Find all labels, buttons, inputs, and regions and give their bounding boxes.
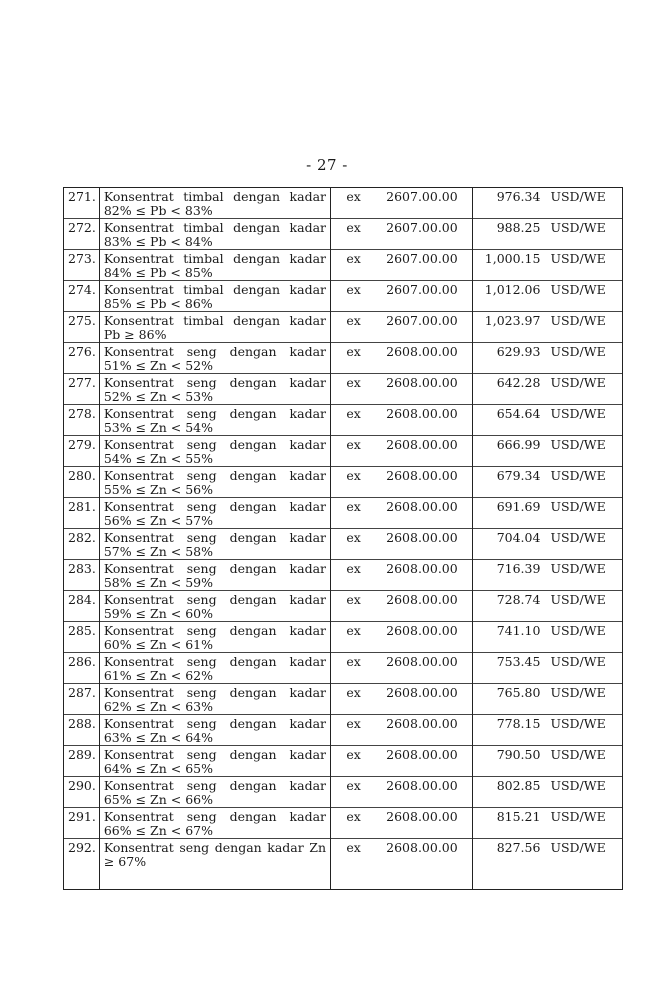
benchmark-price: 765.80 <box>472 684 542 715</box>
hs-code: 2608.00.00 <box>376 498 472 529</box>
price-unit: USD/WE <box>542 529 622 560</box>
row-number: 275. <box>64 312 100 343</box>
hs-code: 2608.00.00 <box>376 808 472 839</box>
table-row <box>64 777 623 808</box>
product-description: Konsentrat seng dengan kadar 52% ≤ Zn < 53% <box>99 374 330 405</box>
hs-code: 2608.00.00 <box>376 746 472 777</box>
hs-code: 2608.00.00 <box>376 560 472 591</box>
hs-code: 2608.00.00 <box>376 405 472 436</box>
product-description: Konsentrat timbal dengan kadar 84% ≤ Pb < 85% <box>99 250 330 281</box>
product-description: Konsentrat seng dengan kadar 62% ≤ Zn < 63% <box>99 684 330 715</box>
ex-marker: ex <box>331 746 377 777</box>
price-unit: USD/WE <box>542 839 622 890</box>
benchmark-price: 1,000.15 <box>472 250 542 281</box>
table-row <box>64 281 623 312</box>
product-description: Konsentrat seng dengan kadar 66% ≤ Zn < 67% <box>99 808 330 839</box>
row-number: 276. <box>64 343 100 374</box>
ex-marker: ex <box>331 188 377 219</box>
row-number: 290. <box>64 777 100 808</box>
product-description: Konsentrat seng dengan kadar Zn ≥ 67% <box>99 839 330 890</box>
row-number: 273. <box>64 250 100 281</box>
price-unit: USD/WE <box>542 467 622 498</box>
row-number: 271. <box>64 188 100 219</box>
row-number: 283. <box>64 560 100 591</box>
benchmark-price: 753.45 <box>472 653 542 684</box>
benchmark-price: 642.28 <box>472 374 542 405</box>
table-row <box>64 374 623 405</box>
hs-code: 2608.00.00 <box>376 653 472 684</box>
table-row <box>64 560 623 591</box>
ex-marker: ex <box>331 715 377 746</box>
benchmark-price: 815.21 <box>472 808 542 839</box>
ex-marker: ex <box>331 591 377 622</box>
price-unit: USD/WE <box>542 560 622 591</box>
table-row <box>64 653 623 684</box>
benchmark-price: 728.74 <box>472 591 542 622</box>
price-unit: USD/WE <box>542 498 622 529</box>
row-number: 280. <box>64 467 100 498</box>
product-description: Konsentrat seng dengan kadar 56% ≤ Zn < 57% <box>99 498 330 529</box>
hs-code: 2607.00.00 <box>376 312 472 343</box>
ex-marker: ex <box>331 219 377 250</box>
ex-marker: ex <box>331 808 377 839</box>
row-number: 287. <box>64 684 100 715</box>
benchmark-price: 790.50 <box>472 746 542 777</box>
ex-marker: ex <box>331 684 377 715</box>
row-number: 272. <box>64 219 100 250</box>
table-row <box>64 622 623 653</box>
benchmark-price: 802.85 <box>472 777 542 808</box>
benchmark-price: 778.15 <box>472 715 542 746</box>
hs-code: 2608.00.00 <box>376 591 472 622</box>
product-description: Konsentrat seng dengan kadar 60% ≤ Zn < 61% <box>99 622 330 653</box>
product-description: Konsentrat timbal dengan kadar 82% ≤ Pb < 83% <box>99 188 330 219</box>
ex-marker: ex <box>331 653 377 684</box>
table-row <box>64 529 623 560</box>
price-unit: USD/WE <box>542 808 622 839</box>
product-description: Konsentrat timbal dengan kadar 83% ≤ Pb < 84% <box>99 219 330 250</box>
product-description: Konsentrat seng dengan kadar 51% ≤ Zn < 52% <box>99 343 330 374</box>
ex-marker: ex <box>331 405 377 436</box>
product-description: Konsentrat seng dengan kadar 54% ≤ Zn < 55% <box>99 436 330 467</box>
row-number: 278. <box>64 405 100 436</box>
hs-code: 2607.00.00 <box>376 219 472 250</box>
benchmark-price: 654.64 <box>472 405 542 436</box>
price-unit: USD/WE <box>542 622 622 653</box>
price-unit: USD/WE <box>542 591 622 622</box>
row-number: 285. <box>64 622 100 653</box>
benchmark-price: 1,023.97 <box>472 312 542 343</box>
benchmark-price: 827.56 <box>472 839 542 890</box>
table-row <box>64 746 623 777</box>
table-row <box>64 808 623 839</box>
price-unit: USD/WE <box>542 715 622 746</box>
ex-marker: ex <box>331 529 377 560</box>
product-description: Konsentrat timbal dengan kadar 85% ≤ Pb < 86% <box>99 281 330 312</box>
row-number: 282. <box>64 529 100 560</box>
ex-marker: ex <box>331 343 377 374</box>
price-unit: USD/WE <box>542 188 622 219</box>
hs-code: 2608.00.00 <box>376 777 472 808</box>
price-unit: USD/WE <box>542 312 622 343</box>
benchmark-price: 679.34 <box>472 467 542 498</box>
table-row <box>64 250 623 281</box>
price-unit: USD/WE <box>542 746 622 777</box>
ex-marker: ex <box>331 312 377 343</box>
product-description: Konsentrat seng dengan kadar 58% ≤ Zn < 59% <box>99 560 330 591</box>
price-unit: USD/WE <box>542 374 622 405</box>
benchmark-price: 716.39 <box>472 560 542 591</box>
price-unit: USD/WE <box>542 653 622 684</box>
product-description: Konsentrat timbal dengan kadar Pb ≥ 86% <box>99 312 330 343</box>
table-row <box>64 591 623 622</box>
benchmark-price: 704.04 <box>472 529 542 560</box>
ex-marker: ex <box>331 777 377 808</box>
benchmark-price: 666.99 <box>472 436 542 467</box>
hs-code: 2608.00.00 <box>376 529 472 560</box>
page-number: - 27 - <box>306 156 348 174</box>
benchmark-price: 1,012.06 <box>472 281 542 312</box>
price-unit: USD/WE <box>542 684 622 715</box>
hs-code: 2608.00.00 <box>376 622 472 653</box>
ex-marker: ex <box>331 436 377 467</box>
benchmark-price: 629.93 <box>472 343 542 374</box>
ex-marker: ex <box>331 560 377 591</box>
table-row <box>64 436 623 467</box>
product-description: Konsentrat seng dengan kadar 64% ≤ Zn < 65% <box>99 746 330 777</box>
hs-code: 2607.00.00 <box>376 250 472 281</box>
benchmark-price: 988.25 <box>472 219 542 250</box>
price-table-body <box>64 188 623 890</box>
ex-marker: ex <box>331 622 377 653</box>
product-description: Konsentrat seng dengan kadar 59% ≤ Zn < 60% <box>99 591 330 622</box>
price-unit: USD/WE <box>542 250 622 281</box>
row-number: 289. <box>64 746 100 777</box>
ex-marker: ex <box>331 281 377 312</box>
price-table <box>63 187 623 890</box>
table-row <box>64 312 623 343</box>
ex-marker: ex <box>331 250 377 281</box>
hs-code: 2608.00.00 <box>376 839 472 890</box>
table-row <box>64 498 623 529</box>
table-row <box>64 405 623 436</box>
product-description: Konsentrat seng dengan kadar 63% ≤ Zn < 64% <box>99 715 330 746</box>
benchmark-price: 741.10 <box>472 622 542 653</box>
product-description: Konsentrat seng dengan kadar 65% ≤ Zn < 66% <box>99 777 330 808</box>
table-row <box>64 219 623 250</box>
hs-code: 2608.00.00 <box>376 374 472 405</box>
hs-code: 2608.00.00 <box>376 684 472 715</box>
hs-code: 2607.00.00 <box>376 281 472 312</box>
table-row <box>64 343 623 374</box>
table-row <box>64 839 623 890</box>
hs-code: 2608.00.00 <box>376 715 472 746</box>
ex-marker: ex <box>331 374 377 405</box>
row-number: 274. <box>64 281 100 312</box>
hs-code: 2608.00.00 <box>376 436 472 467</box>
hs-code: 2607.00.00 <box>376 188 472 219</box>
price-unit: USD/WE <box>542 405 622 436</box>
ex-marker: ex <box>331 467 377 498</box>
hs-code: 2608.00.00 <box>376 343 472 374</box>
product-description: Konsentrat seng dengan kadar 53% ≤ Zn < 54% <box>99 405 330 436</box>
row-number: 292. <box>64 839 100 890</box>
product-description: Konsentrat seng dengan kadar 57% ≤ Zn < 58% <box>99 529 330 560</box>
price-unit: USD/WE <box>542 281 622 312</box>
product-description: Konsentrat seng dengan kadar 55% ≤ Zn < 56% <box>99 467 330 498</box>
ex-marker: ex <box>331 839 377 890</box>
price-unit: USD/WE <box>542 219 622 250</box>
table-row <box>64 188 623 219</box>
table-row <box>64 715 623 746</box>
price-unit: USD/WE <box>542 436 622 467</box>
row-number: 288. <box>64 715 100 746</box>
table-row <box>64 467 623 498</box>
table-row <box>64 684 623 715</box>
benchmark-price: 976.34 <box>472 188 542 219</box>
hs-code: 2608.00.00 <box>376 467 472 498</box>
row-number: 286. <box>64 653 100 684</box>
row-number: 291. <box>64 808 100 839</box>
product-description: Konsentrat seng dengan kadar 61% ≤ Zn < 62% <box>99 653 330 684</box>
row-number: 281. <box>64 498 100 529</box>
row-number: 277. <box>64 374 100 405</box>
row-number: 279. <box>64 436 100 467</box>
benchmark-price: 691.69 <box>472 498 542 529</box>
price-unit: USD/WE <box>542 343 622 374</box>
ex-marker: ex <box>331 498 377 529</box>
price-unit: USD/WE <box>542 777 622 808</box>
row-number: 284. <box>64 591 100 622</box>
